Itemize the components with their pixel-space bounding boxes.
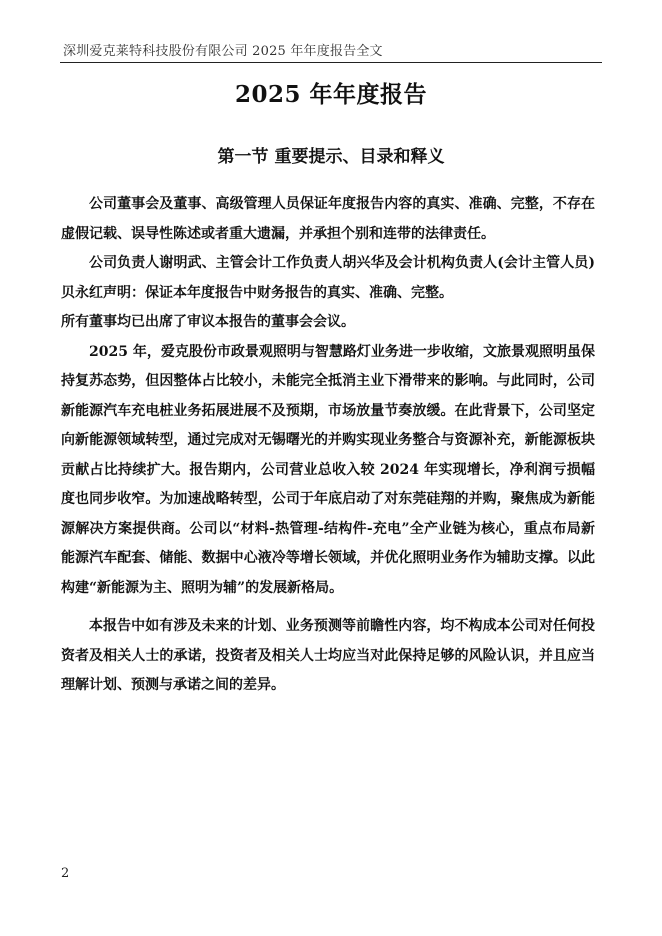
header-divider <box>60 62 602 63</box>
document-title: 2025 年年度报告 <box>234 81 428 108</box>
paragraph-business-overview: 2025 年，爱克股份市政景观照明与智慧路灯业务进一步收缩，文旅景观照明虽保持复苏态势，但因整体占比较小，未能完全抵消主业下滑带来的影响。与此同时，公司新能源汽车充电桩业务拓展进展不及预期，市场放量节奏放缓。在此背景下，公司坚定向新能源领域转型，通过完成对无锡曙光的并购实现业务整合与资源补充，新能源板块贡献占比持续扩大。报告期内，公司营业总收入较 2024 年实现增长，净利润亏损幅度也同步收窄。为加速战略转型，公司于年底启动了对东莞硅翔的并购，聚焦成为新能源解决方案提供商。公司以“材料-热管理-结构件-充电”全产业链为核心，重点布局新能源汽车配套、储能、数据中心液冷等增长领域，并优化照明业务作为辅助支撑。以此构建“新能源为主、照明为辅”的发展新格局。 <box>61 343 595 596</box>
paragraph-responsibility: 公司董事会及董事、高级管理人员保证年度报告内容的真实、准确、完整，不存在虚假记载、误导性陈述或者重大遗漏，并承担个别和连带的法律责任。 <box>61 196 595 242</box>
paragraph-statement: 公司负责人谢明武、主管会计工作负责人胡兴华及会计机构负责人(会计主管人员)贝永红声明：保证本年度报告中财务报告的真实、准确、完整。 <box>61 255 595 301</box>
page-number: 2 <box>61 866 70 881</box>
body-text <box>61 190 595 701</box>
section-title: 第一节 重要提示、目录和释义 <box>217 147 445 167</box>
running-header: 深圳爱克莱特科技股份有限公司 2025 年年度报告全文 <box>63 44 383 59</box>
paragraph-forward-looking: 本报告中如有涉及未来的计划、业务预测等前瞻性内容，均不构成本公司对任何投资者及相关人士的承诺，投资者及相关人士均应当对此保持足够的风险认识，并且应当理解计划、预测与承诺之间的差异。 <box>61 618 595 693</box>
paragraph-attendance: 所有董事均已出席了审议本报告的董事会会议。 <box>61 314 355 330</box>
